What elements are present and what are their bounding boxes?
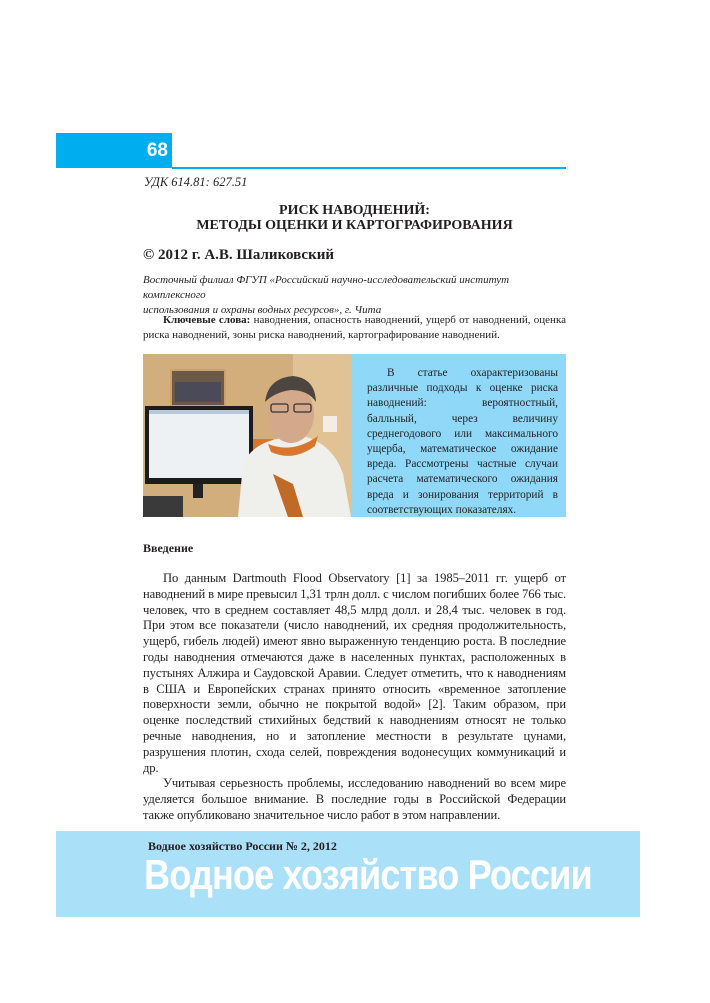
paragraph-1: По данным Dartmouth Flood Observatory [1] за 1985–2011 гг. ущерб от наводнений в мире превысил 1,31 трлн долл. с числом погибших более 766 тыс. человек, что в среднем составляет 48,5 млрд долл. и 28,4 тыс. человек в год. При этом все показатели (число наводнений, их средняя продолжительность, ущерб, гибель людей) имеют явно выраженную тенденцию роста. В последние годы наводнения отмечаются даже в населенных пунктах, расположенных в пустынях Алжира и Саудовской Аравии. Следует отметить, что к наводнениям в США и Европейских странах принято относить «временное затопление поверхности земли, обычно не покрытой водой» [2]. Таким образом, при оценке последствий стихийных бедствий к наводнениям относят не только речные наводнения, но и затопление местности в результате цунами, разрушения плотин, схода селей, повреждения водонесущих коммуникаций и др.: [143, 571, 566, 775]
keywords-label: Ключевые слова:: [163, 314, 251, 326]
udk-code: УДК 614.81: 627.51: [144, 175, 248, 189]
journal-issue: Водное хозяйство России № 2, 2012: [148, 839, 337, 853]
body-text: [143, 571, 566, 824]
paragraph-2: Учитывая серьезность проблемы, исследованию наводнений во всем мире уделяется большое внимание. В последние годы в Российской Федерации также опубликовано значительное число работ в этом направлении.: [143, 776, 566, 822]
article-title: [143, 203, 566, 233]
affiliation-line-2: использования и охраны водных ресурсов», г. Чита: [143, 304, 382, 316]
title-line-2: МЕТОДЫ ОЦЕНКИ И КАРТОГРАФИРОВАНИЯ: [196, 218, 513, 233]
author-photo-icon: [143, 354, 351, 517]
affiliation: [143, 273, 566, 318]
footer-band: [56, 831, 640, 917]
keywords: [143, 313, 566, 343]
section-heading: Введение: [143, 541, 194, 555]
journal-logo: Водное хозяйство России: [144, 851, 592, 898]
affiliation-line-1: Восточный филиал ФГУП «Российский научно-исследовательский институт комплексного: [143, 274, 510, 301]
abstract-box: [351, 354, 566, 517]
page-number-bar: [56, 133, 172, 168]
abstract-text: В статье охарактеризованы различные подходы к оценке риска наводнений: вероятностный, балльный, через величину среднегодового или максимального ущерба, математическое ожидание вреда. Рассмотрены частные случаи расчета математического ожидания вреда и зонирования территорий в соответствующих показателях.: [367, 367, 558, 516]
author-photo: [143, 354, 351, 517]
keywords-list: наводнения, опасность наводнений, ущерб от наводнений, оценка риска наводнений, зоны риска наводнений, картографирование наводнений.: [143, 314, 567, 341]
header-rule: [172, 167, 566, 169]
author-line: © 2012 г. А.В. Шаликовский: [143, 247, 335, 263]
title-line-1: РИСК НАВОДНЕНИЙ:: [279, 203, 430, 218]
page-number: 68: [146, 140, 168, 161]
